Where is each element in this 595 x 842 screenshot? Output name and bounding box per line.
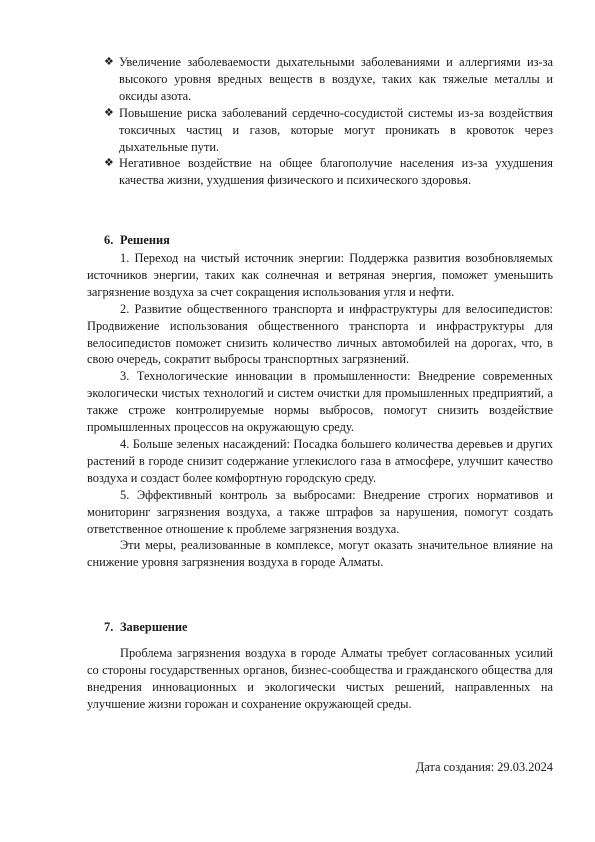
bullet-list bbox=[104, 54, 553, 189]
conclusion-paragraph: Проблема загрязнения воздуха в городе Алматы требует согласованных усилий со стороны государственных органов, бизнес-сообщества и гражданского общества для внедрения инновационных и экологически чистых решений, направленных на улучшение жизни горожан и сохранение окружающей среды. bbox=[87, 646, 553, 711]
conclusion-body bbox=[87, 645, 553, 713]
section-heading-solutions: 6. Решения bbox=[104, 233, 170, 247]
solutions-body bbox=[87, 250, 553, 571]
solution-paragraph: 1. Переход на чистый источник энергии: Поддержка развития возобновляемых источников энергии, таких как солнечная и ветряная энергия, поможет уменьшить загрязнение воздуха за счет сокращения использования угля и нефти. bbox=[87, 251, 553, 299]
solution-paragraph: 3. Технологические инновации в промышленности: Внедрение современных экологически чистых технологий и систем очистки для промышленных предприятий, а также строже контролируемые нормы выбросов, помогут снизить воздействие промышленных процессов на окружающую среду. bbox=[87, 369, 553, 435]
bullet-item: ❖ Увеличение заболеваемости дыхательными заболеваниями и аллергиями из-за высокого уровня вредных веществ в воздухе, таких как тяжелые металлы и оксиды азота. bbox=[104, 55, 553, 103]
diamond-bullet-icon: ❖ bbox=[104, 106, 114, 119]
solution-paragraph: 4. Больше зеленых насаждений: Посадка большего количества деревьев и других растений в городе снизит содержание углекислого газа в атмосфере, улучшит качество воздуха и создаст более комфортную городскую среду. bbox=[87, 436, 553, 485]
solution-paragraph: 2. Развитие общественного транспорта и инфраструктуры для велосипедистов: Продвижение использования общественного транспорта и инфраструктуры для велосипедистов поможет снизить количество личных автомобилей на дорогах, что, в свою очередь, сократит выбросы транспортных загрязнений. bbox=[87, 301, 553, 367]
bullet-item: ❖ Негативное воздействие на общее благополучие населения из-за ухудшения качества жизни, ухудшения физического и психического здоровья. bbox=[104, 156, 553, 188]
solutions-summary-paragraph: Эти меры, реализованные в комплексе, могут оказать значительное влияние на снижение уровня загрязнения воздуха в городе Алматы. bbox=[87, 538, 553, 570]
diamond-bullet-icon: ❖ bbox=[104, 157, 114, 170]
bullet-item: ❖ Повышение риска заболеваний сердечно-сосудистой системы из-за воздействия токсичных частиц и газов, которые могут проникать в кровоток через дыхательные пути. bbox=[104, 105, 553, 154]
diamond-bullet-icon: ❖ bbox=[104, 56, 114, 68]
solution-paragraph: 5. Эффективный контроль за выбросами: Внедрение строгих нормативов и мониторинг загрязнения воздуха, а также штрафов за нарушения, помогут создать ответственное отношение к проблеме загрязнения воздуха. bbox=[87, 487, 553, 536]
creation-date: Дата создания: 29.03.2024 bbox=[415, 760, 553, 774]
section-heading-conclusion: 7. Завершение bbox=[104, 620, 188, 634]
